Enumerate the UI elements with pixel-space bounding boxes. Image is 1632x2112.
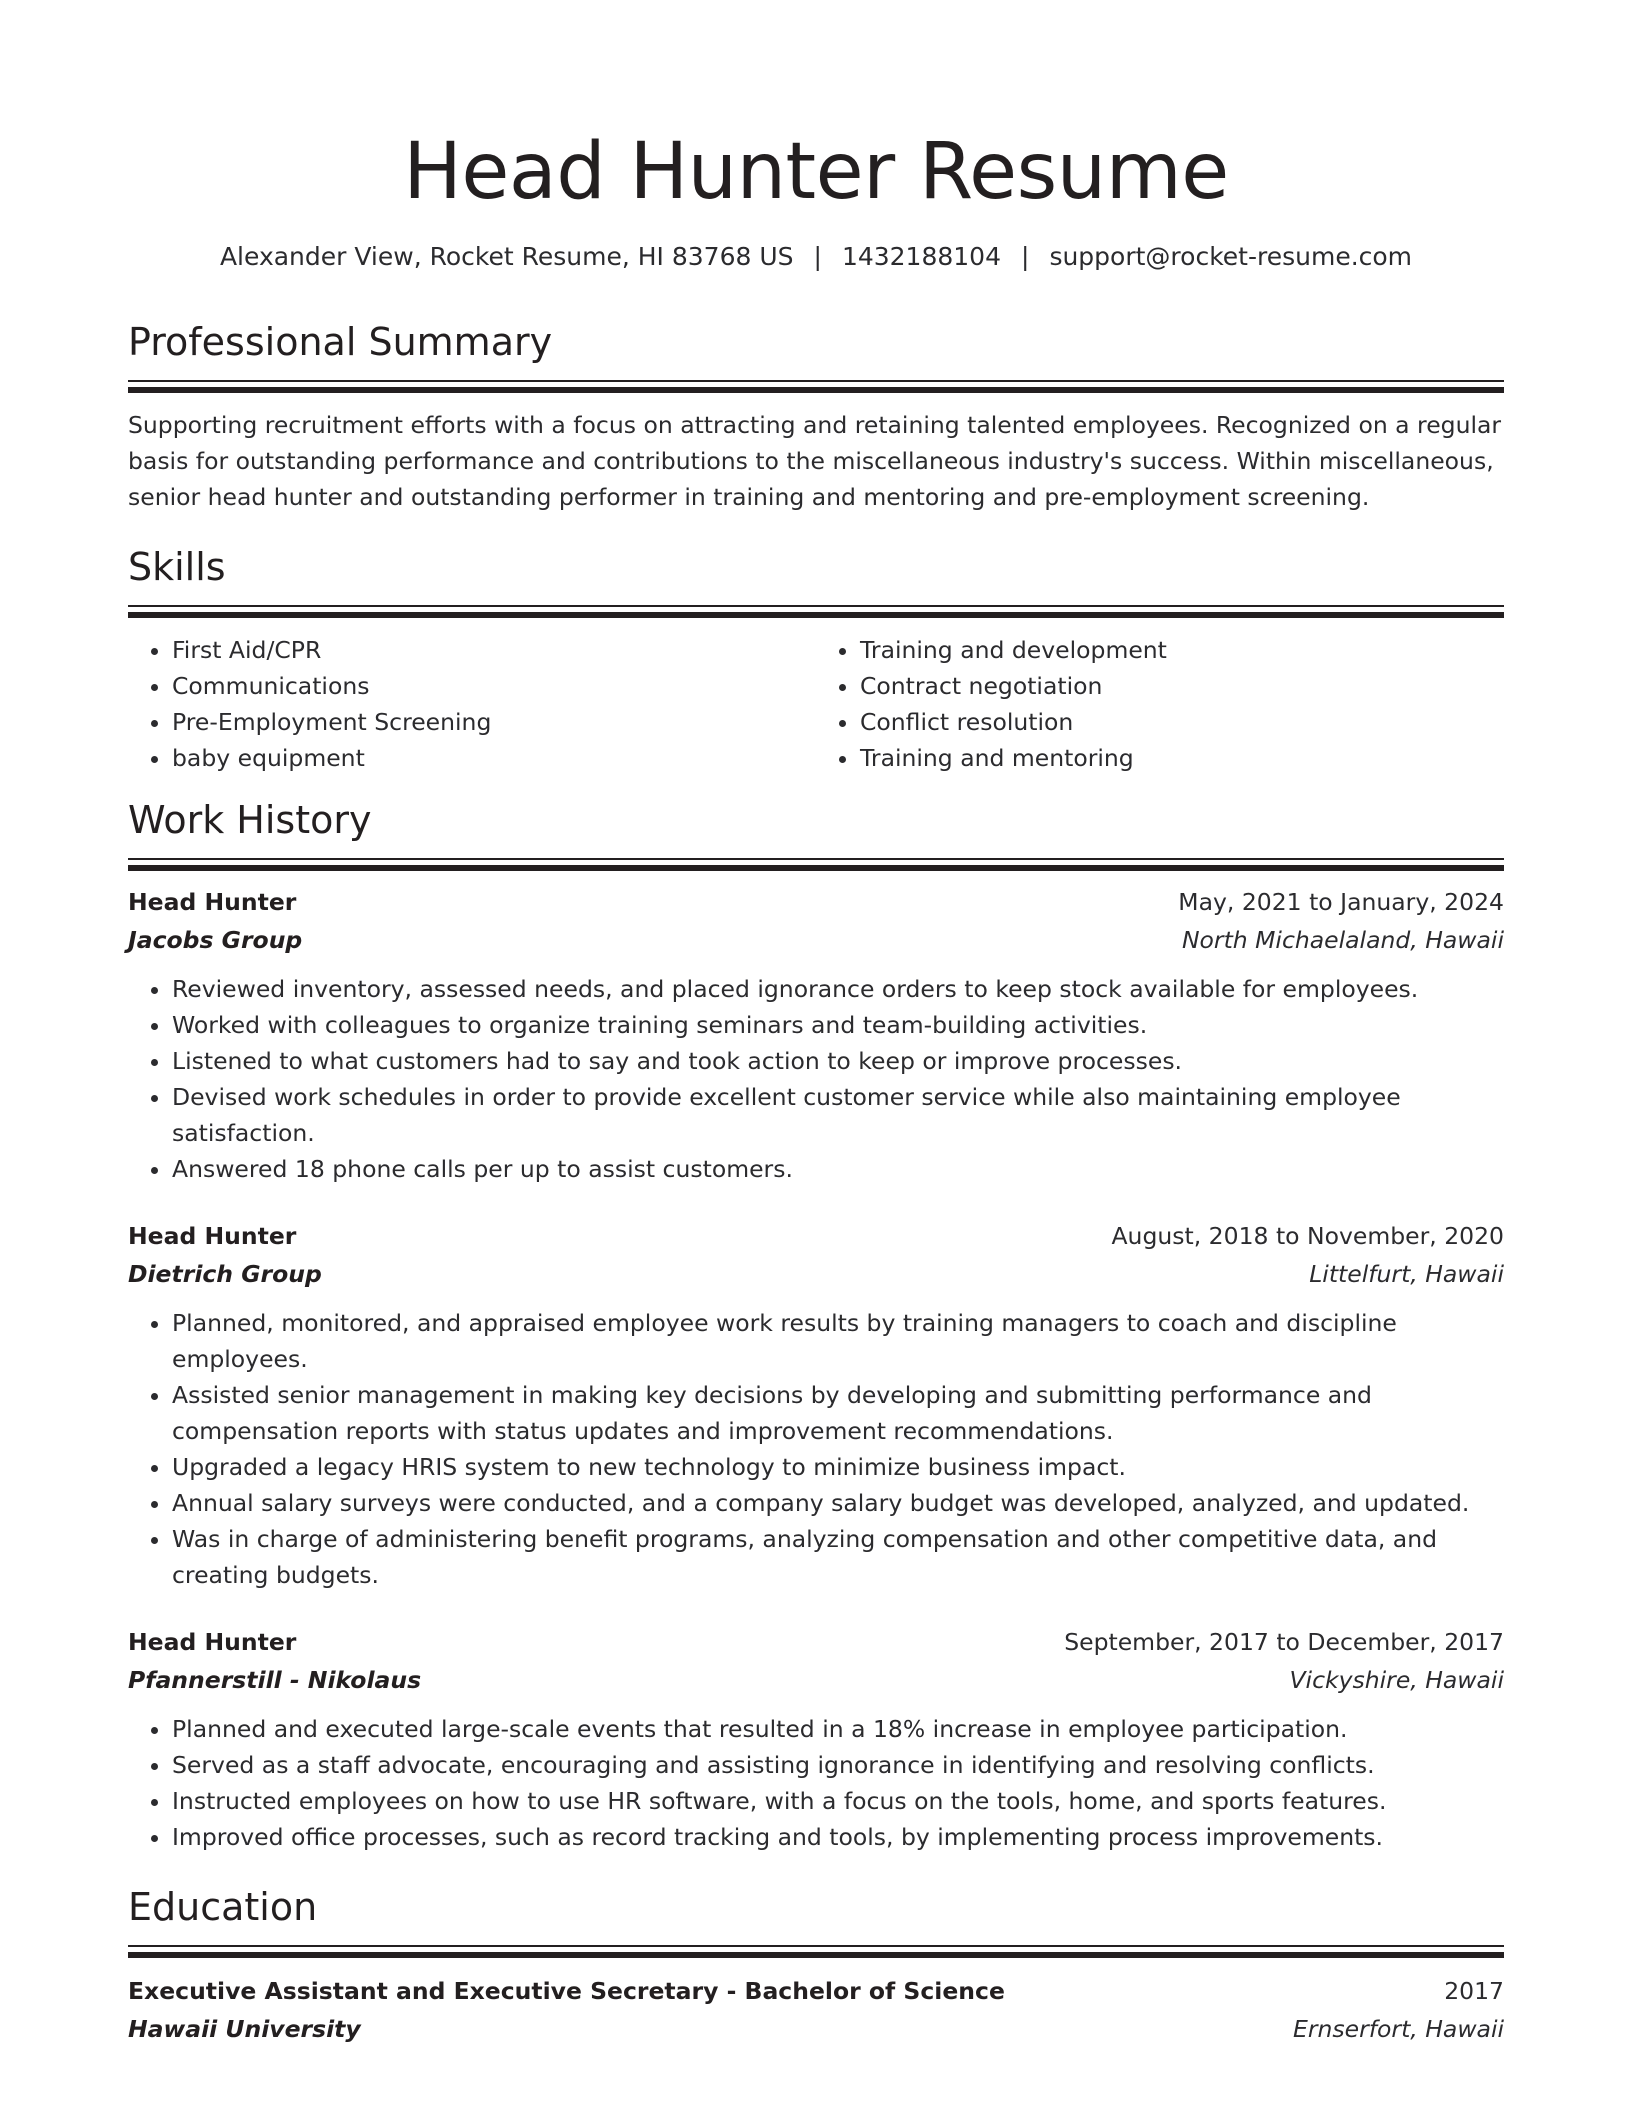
job-bullet: • Served as a staff advocate, encouraging and assisting ignorance in identifying and resolving conflicts. (172, 1747, 1504, 1783)
skill-item: • First Aid/CPR (172, 632, 816, 668)
education-degree: Executive Assistant and Executive Secretary - Bachelor of Science (128, 1977, 1005, 2005)
job-bullet: • Devised work schedules in order to provide excellent customer service while also maintaining employee satisfaction. (172, 1079, 1504, 1151)
job-title: Head Hunter (128, 888, 297, 916)
education-entry (128, 1972, 1504, 2048)
section-heading-education: Education (128, 1885, 318, 1929)
job-entry (128, 1217, 1504, 1593)
job-bullet: • Worked with colleagues to organize training seminars and team-building activities. (172, 1007, 1504, 1043)
section-divider (128, 858, 1504, 871)
job-company-row (128, 1661, 1504, 1699)
contact-separator: | (813, 242, 822, 271)
job-location: Littelfurt, Hawaii (1309, 1260, 1504, 1288)
skills-columns (128, 632, 1504, 776)
skills-list-right (816, 632, 1504, 776)
education-school-row (128, 2010, 1504, 2048)
job-title: Head Hunter (128, 1628, 297, 1656)
work-history-section (128, 796, 1504, 1855)
job-company: Pfannerstill - Nikolaus (128, 1666, 422, 1694)
job-bullet: • Instructed employees on how to use HR software, with a focus on the tools, home, and sports features. (172, 1783, 1504, 1819)
job-company: Jacobs Group (128, 926, 303, 954)
job-header-row (128, 1217, 1504, 1255)
job-entry (128, 1623, 1504, 1855)
contact-separator: | (1021, 242, 1030, 271)
job-header-row (128, 1623, 1504, 1661)
job-bullet: • Answered 18 phone calls per up to assist customers. (172, 1151, 1504, 1187)
job-bullet: • Was in charge of administering benefit programs, analyzing compensation and other competitive data, and creating budgets. (172, 1521, 1504, 1593)
job-dates: September, 2017 to December, 2017 (1064, 1628, 1504, 1656)
job-bullet: • Upgraded a legacy HRIS system to new technology to minimize business impact. (172, 1449, 1504, 1485)
section-heading-summary: Professional Summary (128, 320, 553, 364)
contact-phone: 1432188104 (841, 242, 1001, 271)
skill-item: • Training and development (860, 632, 1504, 668)
section-divider (128, 1945, 1504, 1958)
job-bullet: • Improved office processes, such as record tracking and tools, by implementing process improvements. (172, 1819, 1504, 1855)
job-bullet: • Assisted senior management in making key decisions by developing and submitting performance and compensation reports with status updates and improvement recommendations. (172, 1377, 1504, 1449)
contact-line (128, 240, 1504, 274)
section-divider (128, 605, 1504, 618)
contact-email: support@rocket-resume.com (1049, 242, 1413, 271)
summary-section (128, 318, 1504, 515)
education-header-row (128, 1972, 1504, 2010)
skills-section (128, 543, 1504, 776)
section-heading-work: Work History (128, 798, 372, 842)
job-dates: May, 2021 to January, 2024 (1178, 888, 1504, 916)
section-divider (128, 380, 1504, 393)
skill-item: • baby equipment (172, 740, 816, 776)
job-bullet: • Planned and executed large-scale events that resulted in a 18% increase in employee participation. (172, 1711, 1504, 1747)
job-bullet: • Annual salary surveys were conducted, and a company salary budget was developed, analyzed, and updated. (172, 1485, 1504, 1521)
education-section (128, 1883, 1504, 2048)
job-location: North Michaelaland, Hawaii (1181, 926, 1504, 954)
job-company-row (128, 921, 1504, 959)
job-bullet: • Listened to what customers had to say and took action to keep or improve processes. (172, 1043, 1504, 1079)
education-school: Hawaii University (128, 2015, 361, 2043)
summary-text: Supporting recruitment efforts with a focus on attracting and retaining talented employees. Recognized on a regular basis for outstanding performance and contributions to the miscellaneous industry's success. Within miscellaneous, senior head hunter and outstanding performer in training and mentoring and pre-employment screening. (128, 411, 1502, 511)
job-bullet: • Planned, monitored, and appraised employee work results by training managers to coach and discipline employees. (172, 1305, 1504, 1377)
job-title: Head Hunter (128, 1222, 297, 1250)
skill-item: • Training and mentoring (860, 740, 1504, 776)
skill-item: • Contract negotiation (860, 668, 1504, 704)
education-location: Ernserfort, Hawaii (1293, 2015, 1504, 2043)
job-header-row (128, 883, 1504, 921)
skill-item: • Conflict resolution (860, 704, 1504, 740)
resume-title: Head Hunter Resume (403, 127, 1229, 217)
job-location: Vickyshire, Hawaii (1289, 1666, 1504, 1694)
contact-address: Alexander View, Rocket Resume, HI 83768 US (219, 242, 794, 271)
job-bullet: • Reviewed inventory, assessed needs, and placed ignorance orders to keep stock available for employees. (172, 971, 1504, 1007)
skills-list-left (128, 632, 816, 776)
job-company-row (128, 1255, 1504, 1293)
job-bullets (128, 971, 1504, 1187)
job-bullets (128, 1305, 1504, 1593)
education-year: 2017 (1444, 1977, 1504, 2005)
job-company: Dietrich Group (128, 1260, 322, 1288)
job-bullets (128, 1711, 1504, 1855)
skill-item: • Pre-Employment Screening (172, 704, 816, 740)
skill-item: • Communications (172, 668, 816, 704)
job-entry (128, 883, 1504, 1187)
job-dates: August, 2018 to November, 2020 (1111, 1222, 1504, 1250)
section-heading-skills: Skills (128, 545, 226, 589)
